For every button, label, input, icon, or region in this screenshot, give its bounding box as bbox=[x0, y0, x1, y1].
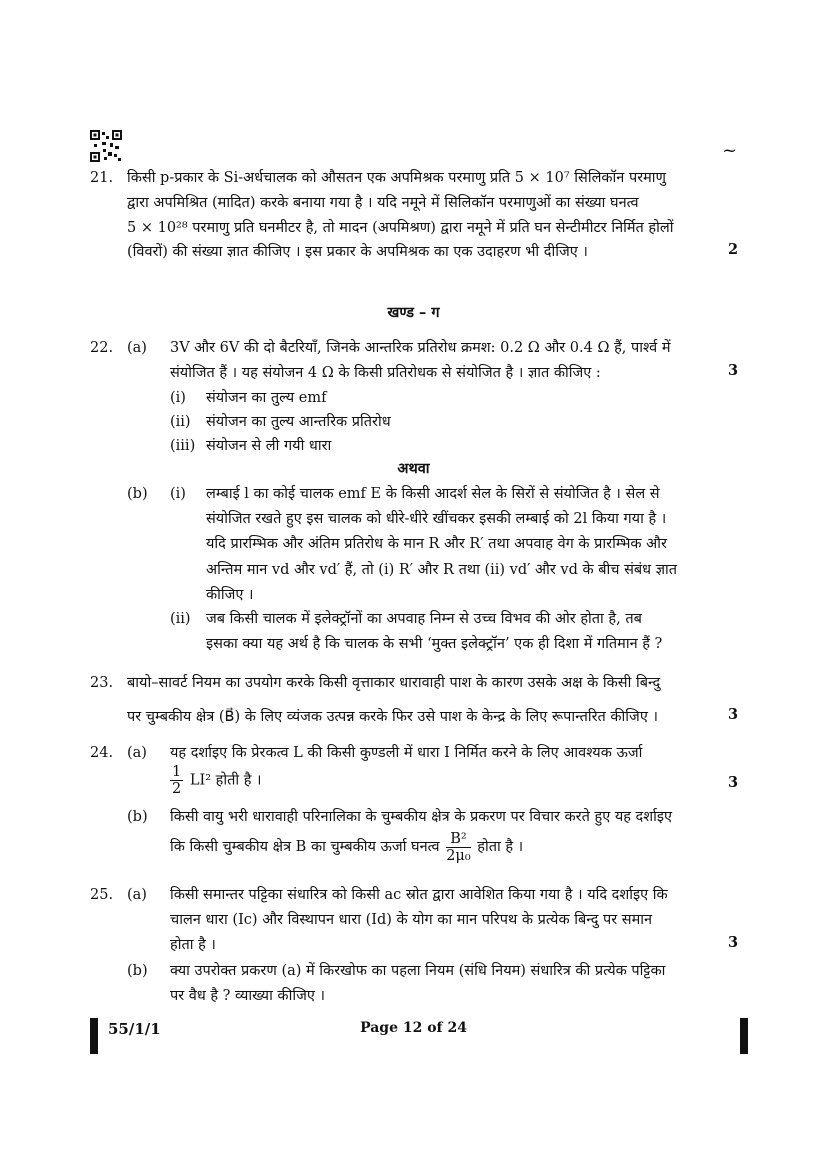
q22-b-ii-line-1: जब किसी चालक में इलेक्ट्रॉनों का अपवाह निम्न से उच्च विभव की ओर होता है, तब bbox=[206, 611, 642, 627]
q24-b-line-1: किसी वायु भरी धारावाही परिनालिका के चुम्बकीय क्षेत्र के प्रकरण पर विचार करते हुए यह दर्शाइए bbox=[170, 809, 672, 825]
q22-b-i-line-2: संयोजित रखते हुए इस चालक को धीरे-धीरे खींचकर इसकी लम्बाई को 2l किया गया है । bbox=[206, 511, 667, 527]
q23-number: 23. bbox=[90, 675, 114, 691]
q21-line-4: (विवरों) की संख्या ज्ञात कीजिए । इस प्रकार के अपमिश्रक का एक उदाहरण भी दीजिए । bbox=[127, 244, 588, 260]
q25-a-line-2: चालन धारा (Ic) और विस्थापन धारा (Id) के योग का मान परिपथ के प्रत्येक बिन्दु पर समान bbox=[170, 912, 653, 928]
q21-number: 21. bbox=[90, 170, 114, 186]
q24-a-line-1: यह दर्शाइए कि प्रेरकत्व L की किसी कुण्डली में धारा I निर्मित करने के लिए आवश्यक ऊर्जा bbox=[170, 745, 643, 761]
q22-b-ii-line-2: इसका क्या यह अर्थ है कि चालक के सभी ‘मुक्त इलेक्ट्रॉन’ एक ही दिशा में गतिमान हैं ? bbox=[206, 636, 663, 652]
qr-code-icon bbox=[90, 130, 122, 162]
q24-a-label: (a) bbox=[127, 745, 147, 761]
q24-b-frac-num: B² bbox=[446, 831, 470, 848]
q22-b-i-line-4: अन्तिम मान vd और vd′ हैं, तो (i) R′ और R तथा (ii) vd′ और vd के बीच संबंध ज्ञात bbox=[206, 562, 678, 578]
q21-line-1: किसी p-प्रकार के Si-अर्धचालक को औसतन एक अपमिश्रक परमाणु प्रति 5 × 10⁷ सिलिकॉन परमाणु bbox=[127, 170, 667, 186]
q24-a-frac-den: 2 bbox=[172, 781, 182, 797]
q24-a-marks: 3 bbox=[728, 774, 739, 791]
q24-b-line-2-pre: कि किसी चुम्बकीय क्षेत्र B का चुम्बकीय ऊर्जा घनत्व bbox=[170, 839, 440, 855]
page-number: Page 12 of 24 bbox=[360, 1020, 467, 1036]
q22-a-i-label: (i) bbox=[170, 390, 186, 406]
q22-a-ii-text: संयोजन का तुल्य आन्तरिक प्रतिरोध bbox=[206, 414, 391, 430]
q24-number: 24. bbox=[90, 745, 114, 761]
q25-b-label: (b) bbox=[127, 963, 148, 979]
q22-a-iii-text: संयोजन से ली गयी धारा bbox=[206, 438, 332, 454]
footer-bar-right bbox=[740, 1018, 748, 1054]
q24-a-fraction bbox=[170, 764, 183, 797]
q24-a-frac-num: 1 bbox=[172, 764, 182, 780]
q24-a-line-2 bbox=[168, 764, 262, 797]
q22-a-label: (a) bbox=[127, 340, 147, 356]
q22-a-marks: 3 bbox=[728, 362, 739, 379]
q21-line-3: 5 × 10²⁸ परमाणु प्रति घनमीटर है, तो मादन (अपमिश्रण) द्वारा नमूने में प्रति घन सेन्टीमीटर निर्मित होलों bbox=[127, 220, 674, 236]
q22-a-line-1: 3V और 6V की दो बैटरियाँ, जिनके आन्तरिक प्रतिरोध क्रमश: 0.2 Ω और 0.4 Ω हैं, पार्श्व में bbox=[170, 340, 671, 356]
q24-b-label: (b) bbox=[127, 809, 148, 825]
q25-number: 25. bbox=[90, 887, 114, 903]
q21-line-2: द्वारा अपमिश्रित (मादित) करके बनाया गया है । यदि नमूने में सिलिकॉन परमाणुओं का संख्या घनत्व bbox=[127, 195, 639, 211]
section-title: खण्ड – ग bbox=[387, 304, 440, 321]
paper-code: 55/1/1 bbox=[108, 1020, 161, 1038]
corner-mark: ~ bbox=[722, 140, 738, 161]
q25-b-line-2: पर वैध है ? व्याख्या कीजिए । bbox=[170, 988, 325, 1004]
q24-b-fraction bbox=[446, 831, 470, 864]
q22-b-ii-label: (ii) bbox=[170, 611, 191, 627]
q24-b-line-2 bbox=[170, 830, 523, 864]
q25-a-marks: 3 bbox=[728, 934, 739, 951]
q22-a-ii-label: (ii) bbox=[170, 414, 191, 430]
q22-a-i-text: संयोजन का तुल्य emf bbox=[206, 390, 327, 406]
q22-b-label: (b) bbox=[127, 486, 148, 502]
q23-line-1: बायो–सावर्ट नियम का उपयोग करके किसी वृत्ताकार धारावाही पाश के कारण उसके अक्ष के किसी बिन्दु bbox=[127, 675, 661, 691]
q22-b-i-line-3: यदि प्रारम्भिक और अंतिम प्रतिरोध के मान R और R′ तथा अपवाह वेग के प्रारम्भिक और bbox=[206, 536, 667, 552]
q21-marks: 2 bbox=[728, 241, 739, 258]
q25-b-line-1: क्या उपरोक्त प्रकरण (a) में किरखोफ का पहला नियम (संधि नियम) संधारित्र की प्रत्येक पट्टिका bbox=[170, 963, 666, 979]
q24-b-line-2-post: होता है । bbox=[477, 839, 524, 855]
q24-b-frac-den: 2μ₀ bbox=[446, 847, 471, 864]
q22-b-i-line-5: कीजिए । bbox=[206, 587, 254, 603]
or-divider: अथवा bbox=[397, 460, 430, 477]
q23-marks: 3 bbox=[728, 706, 739, 723]
q24-a-line-2-text: LI² होती है । bbox=[189, 772, 262, 789]
q22-b-i-label: (i) bbox=[170, 486, 186, 502]
q22-a-iii-label: (iii) bbox=[170, 438, 196, 454]
q23-line-2: पर चुम्बकीय क्षेत्र (B⃗) के लिए व्यंजक उत्पन्न करके फिर उसे पाश के केन्द्र के लिए रूपान्तरित कीजिए । bbox=[127, 709, 658, 725]
q25-a-line-1: किसी समान्तर पट्टिका संधारित्र को किसी ac स्रोत द्वारा आवेशित किया गया है । यदि दर्शाइए कि bbox=[170, 887, 668, 903]
q22-a-line-2: संयोजित हैं । यह संयोजन 4 Ω के किसी प्रतिरोधक से संयोजित है । ज्ञात कीजिए : bbox=[170, 365, 601, 381]
q22-number: 22. bbox=[90, 340, 114, 356]
q25-a-line-3: होता है । bbox=[170, 937, 216, 953]
q25-a-label: (a) bbox=[127, 887, 147, 903]
q22-b-i-line-1: लम्बाई l का कोई चालक emf E के किसी आदर्श सेल के सिरों से संयोजित है । सेल से bbox=[206, 486, 660, 502]
